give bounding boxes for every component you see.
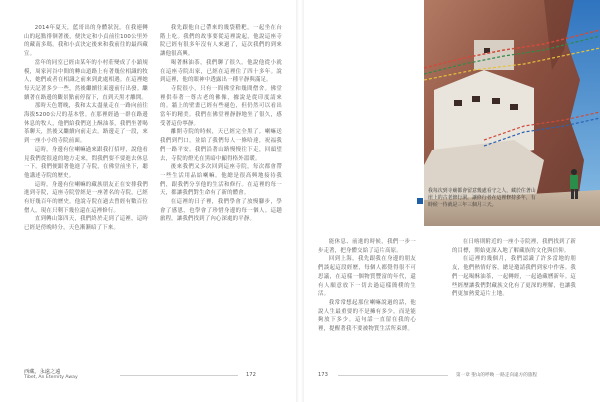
page-number-right: 173 <box>318 372 328 378</box>
paragraph: 2014年夏天，藍哥出的身體狀況，在我連轉山的起點徘徊著後，便決定和小貞前往100公里外的藏南多瑪。我和小貞決定後來和我前往的最西藏宣。 <box>24 25 148 58</box>
paragraph: 那時天色將晚，我和太太盡量走在一路向前往海拔5200公尺的基本營。在那裡經過一群在路邊休息的牧人，他們給我們送上酥油茶，我們坐著喝茶聊天，然後又繼續向前走去。路邊走了一段，來到一座小小的寺院前面。 <box>24 103 148 145</box>
right-footer <box>456 372 537 378</box>
paragraph: 在日喀則附近的一座小寺院裡，我們找到了新的目標，開始更深入地了解藏族的文化與信仰。 <box>452 239 576 254</box>
right-column-2 <box>452 238 576 356</box>
paragraph: 寺院很小，只有一間佛堂和幾間僧舍。佛堂裡供奉著一尊古老的佛像，據說是從印度請來的。牆上的壁畫已經有些褪色，但仍然可以看出當年的精美。我們在佛堂裡靜靜地坐了很久，感受著這份寧靜。 <box>160 85 282 127</box>
paragraph: 回到上海，我先跟我在身邊的朋友們談起這段經歷，每個人都覺得很不可思議，在這樣一個物質豐富的年代，還有人願意放下一切去過這樣簡樸的生活。 <box>318 256 416 298</box>
caption-marker-icon <box>416 190 424 198</box>
paragraph: 這時，身邊有位喇嘛的藏族朋友正在安排我們進到寺院，這座寺院曾經是一座著名的寺院，已經有好幾百年的歷史。他說寺院在過去曾經有數百位僧人，現在只剩下幾位還在這裡修行。 <box>24 181 148 214</box>
paragraph: 當年的同室已經由某年的小村莊變成了小鎮規模，周家河谷中間的轉山道路上有著幾位相識的牧人，她們或者在相識之前來到此處相遇。在這裡她每天記著多少一些，然後繼續往東邊前行出發。繼續著在路邊的觀景點前停留下，直到天黑才離開。 <box>24 59 148 101</box>
footer-rule-left <box>120 375 238 376</box>
photo-caption: 我每次到寺廟都會留意幾處看守之人，藏於住著山崖上的古老修行洞，讓修行者在這裡修持多年，有時候一待就是三年三個月三天。 <box>428 188 536 208</box>
paragraph: 離開寺院的時候，天已經完全黑了。喇嘛送我們到門口，並給了我們每人一條哈達，祝福我們一路平安。我們沿著山路慢慢往下走，回頭望去，寺院的燈光在黑暗中顯得格外溫暖。 <box>160 129 282 162</box>
paragraph: 我常常想起那位喇嘛說過的話，他說人生最重要的不是擁有多少，而是能夠放下多少。這句話一直留在我的心裡，提醒著我不要被物質生活所束縛。 <box>318 299 416 333</box>
book-title: 西藏，永遠之遠 <box>24 369 61 375</box>
paragraph: 在這裡的幾個月，我們認識了許多當地的朋友，他們熱情好客，總是邀請我們到家中作客。我們一起喝酥油茶，一起轉經，一起過藏曆新年。這些經歷讓我們對藏族文化有了更深的理解，也讓我們更加熱愛這片土地。 <box>452 256 576 298</box>
book-gutter <box>296 0 304 402</box>
page-number-left: 172 <box>246 372 256 378</box>
chapter-footer: 第一章 聖山的呼喚 一路走向遠方的旅程 <box>456 373 538 378</box>
footer-rule-right <box>338 375 448 376</box>
paragraph: 後來我們又多次回到這座寺院，每次都會帶一些生活用品給喇嘛。他總是很高興地接待我們，跟我們分享他的生活和修行。在這裡的每一天，都讓我們對生命有了新的體會。 <box>160 164 282 197</box>
paragraph: 我先跟他自己帶來的幾袋糌粑，一起坐在台階上吃。我們的故事要從這裡說起，他說這座寺院已經有很多年沒有人來過了，這次我們的到來讓他很高興。 <box>160 25 282 58</box>
left-column-2 <box>160 24 282 362</box>
book-subtitle: Tibet, An Eternity Away <box>24 375 78 380</box>
left-column-1 <box>24 24 148 362</box>
left-footer <box>24 368 78 380</box>
paragraph: 直到轉山第四天，我們終於走到了這裡，這時已經是傍晚時分，天色漸漸暗了下來。 <box>24 216 148 232</box>
paragraph: 能休息、前進的時候，我們一步一步走著，把身體交給了這片高原。 <box>318 239 416 254</box>
right-column-1 <box>318 238 416 356</box>
paragraph: 這時，身邊有位喇嘛過來跟我打招呼，說他看見我們從很遠的地方走來，問我們要不要進去休息一下。我們便跟著他進了寺院，在佛堂前坐下，聽他講述寺院的歷史。 <box>24 146 148 179</box>
paragraph: 在這裡的日子裡，我們學會了放慢腳步，學會了感恩，也學會了珍惜身邊的每一個人。這趟旅程，讓我們找到了內心深處的平靜。 <box>160 199 282 223</box>
paragraph: 喝著酥油茶，我們聊了很久。他說他從小就在這座寺院出家，已經在這裡住了四十多年。說到這裡，他的眼神中透露出一種平靜與滿足。 <box>160 59 282 84</box>
